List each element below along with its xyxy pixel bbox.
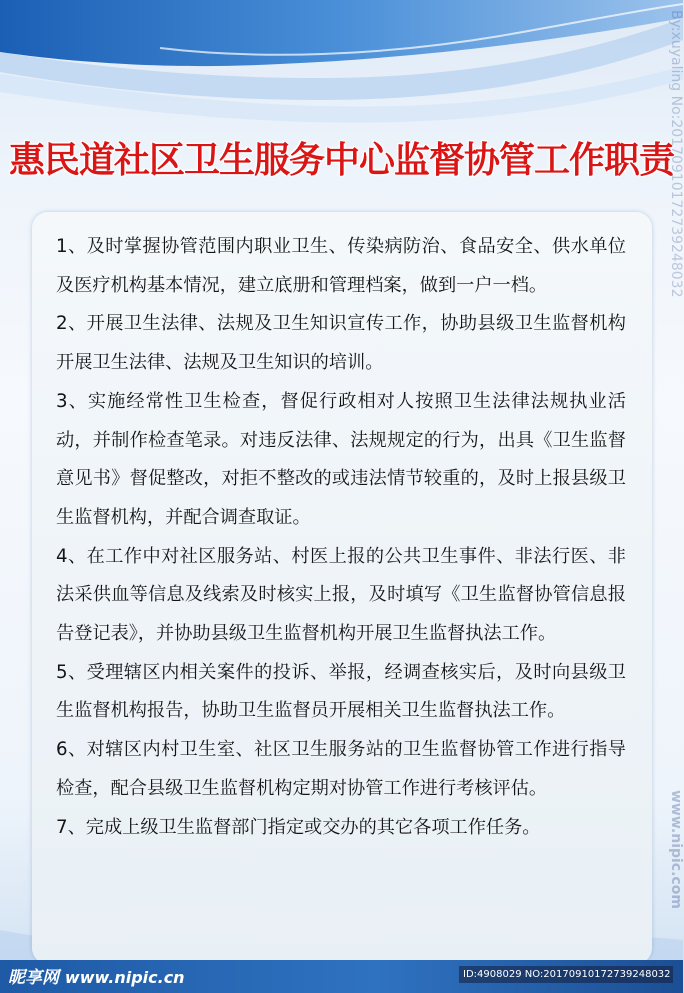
content-panel (32, 212, 652, 964)
duty-item-6: 6、对辖区内村卫生室、社区卫生服务站的卫生监督协管工作进行指导检查，配合县级卫生监督机构定期对协管工作进行考核评估。 (56, 739, 626, 799)
duty-item-3: 3、实施经常性卫生检查，督促行政相对人按照卫生法律法规执业活动，并制作检查笔录。对违反法律、法规规定的行为，出具《卫生监督意见书》督促整改，对拒不整改的或违法情节较重的，及时上报县级卫生监督机构，并配合调查取证。 (56, 390, 626, 528)
side-watermark-author: By:xuyaling No:20170910172739248032 (668, 10, 684, 298)
logo-url: www.nipic.cn (64, 968, 185, 987)
duty-item-1: 1、及时掌握协管范围内职业卫生、传染病防治、食品安全、供水单位及医疗机构基本情况，建立底册和管理档案，做到一户一档。 (56, 236, 626, 296)
side-watermark-site: www.nipic.com (668, 790, 684, 909)
duty-item-7: 7、完成上级卫生监督部门指定或交办的其它各项工作任务。 (56, 816, 541, 838)
poster-title: 惠民道社区卫生服务中心监督协管工作职责 (8, 140, 674, 181)
logo-name: 昵享网 (8, 968, 59, 988)
duty-item-2: 2、开展卫生法律、法规及卫生知识宣传工作，协助县级卫生监督机构开展卫生法律、法规及卫生知识的培训。 (56, 313, 626, 374)
image-id-label: ID:4908029 NO:20170910172739248032 (459, 966, 673, 983)
duty-item-4: 4、在工作中对社区服务站、村医上报的公共卫生事件、非法行医、非法采供血等信息及线索及时核实上报，及时填写《卫生监督协管信息报告登记表》，并协助县级卫生监督机构开展卫生监督执法工作。 (56, 545, 626, 645)
duty-item-5: 5、受理辖区内相关案件的投诉、举报，经调查核实后，及时向县级卫生监督机构报告，协助卫生监督员开展相关卫生监督执法工作。 (56, 661, 626, 722)
site-logo (8, 963, 185, 988)
